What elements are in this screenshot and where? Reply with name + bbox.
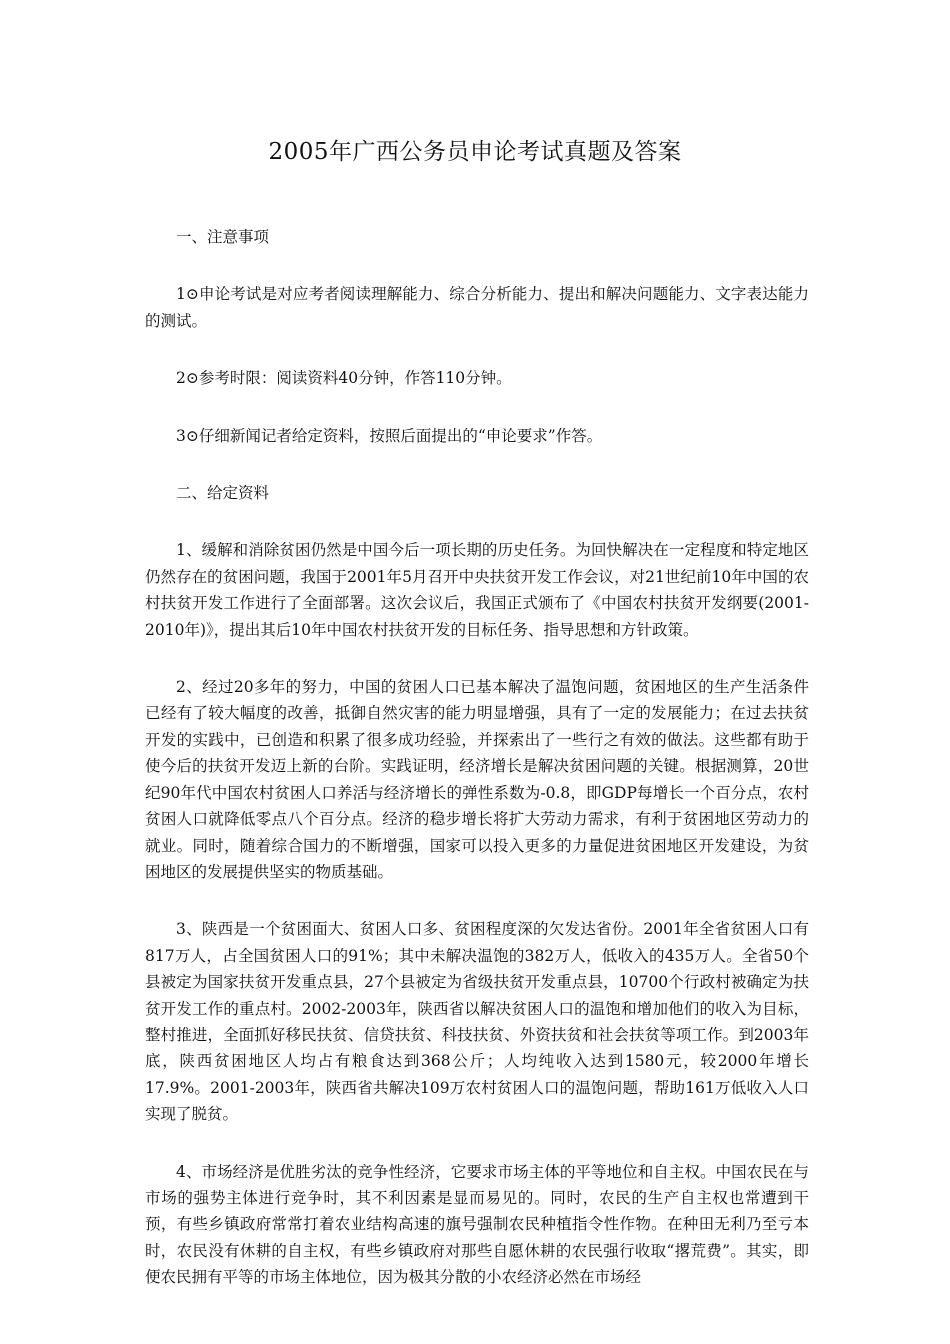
section-heading-materials: 二、给定资料 <box>176 484 270 503</box>
page-title: 2005年广西公务员申论考试真题及答案 <box>268 139 682 165</box>
material-paragraph-4: 4、市场经济是优胜劣汰的竞争性经济，它要求市场主体的平等地位和自主权。中国农民在与市场的强势主体进行竞争时，其不利因素是显而易见的。同时，农民的生产自主权也常遭到干预，有些乡镇政府常常打着农业结构高速的旗号强制农民种植指令性作物。在种田无利乃至亏本时，农民没有休耕的自主权，有些乡镇政府对那些自愿休耕的农民强行收取“撂荒费”。其实，即便农民拥有平等的市场主体地位，因为极其分散的小农经济必然在市场经 <box>145 1162 809 1287</box>
material-paragraph-3: 3、陕西是一个贫困面大、贫困人口多、贫困程度深的欠发达省份。2001年全省贫困人口有817万人，占全国贫困人口的91%；其中未解决温饱的382万人，低收入的435万人。全省50个县被定为国家扶贫开发重点县，27个县被定为省级扶贫开发重点县，10700个行政村被确定为扶贫开发工作的重点村。2002-2003年，陕西省以解决贫困人口的温饱和增加他们的收入为目标，整村推进，全面抓好移民扶贫、信贷扶贫、科技扶贫、外资扶贫和社会扶贫等项工作。到2003年底，陕西贫困地区人均占有粮食达到368公斤；人均纯收入达到1580元，较2000年增长17.9%。2001-2003年，陕西省共解决109万农村贫困人口的温饱问题，帮助161万低收入人口实现了脱贫。 <box>145 920 809 1124</box>
notes-item-1: 1⊙申论考试是对应考者阅读理解能力、综合分析能力、提出和解决问题能力、文字表达能力的测试。 <box>145 285 809 330</box>
material-paragraph-2: 2、经过20多年的努力，中国的贫困人口已基本解决了温饱问题，贫困地区的生产生活条件已经有了较大幅度的改善，抵御自然灾害的能力明显增强，具有了一定的发展能力；在过去扶贫开发的实践中，已创造和积累了很多成功经验，并探索出了一些行之有效的做法。这些都有助于使今后的扶贫开发迈上新的台阶。实践证明，经济增长是解决贫困问题的关键。根据测算，20世纪90年代中国农村贫困人口养活与经济增长的弹性系数为-0.8，即GDP每增长一个百分点，农村贫困人口就降低零点八个百分点。经济的稳步增长将扩大劳动力需求，有利于贫困地区劳动力的就业。同时，随着综合国力的不断增强，国家可以投入更多的力量促进贫困地区开发建设，为贫困地区的发展提供坚实的物质基础。 <box>145 678 809 881</box>
notes-item-2: 2⊙参考时限：阅读资料40分钟，作答110分钟。 <box>176 369 512 388</box>
notes-item-3: 3⊙仔细新闻记者给定资料，按照后面提出的“申论要求”作答。 <box>176 426 603 445</box>
document-body <box>145 224 809 1322</box>
section-heading-notes: 一、注意事项 <box>176 228 270 246</box>
material-paragraph-1: 1、缓解和消除贫困仍然是中国今后一项长期的历史任务。为回快解决在一定程度和特定地区仍然存在的贫困问题，我国于2001年5月召开中央扶贫开发工作会议，对21世纪前10年中国的农村扶贫开发工作进行了全面部署。这次会议后，我国正式颁布了《中国农村扶贫开发纲要(2001-2010年)》，提出其后10年中国农村扶贫开发的目标任务、指导思想和方针政策。 <box>145 541 809 639</box>
